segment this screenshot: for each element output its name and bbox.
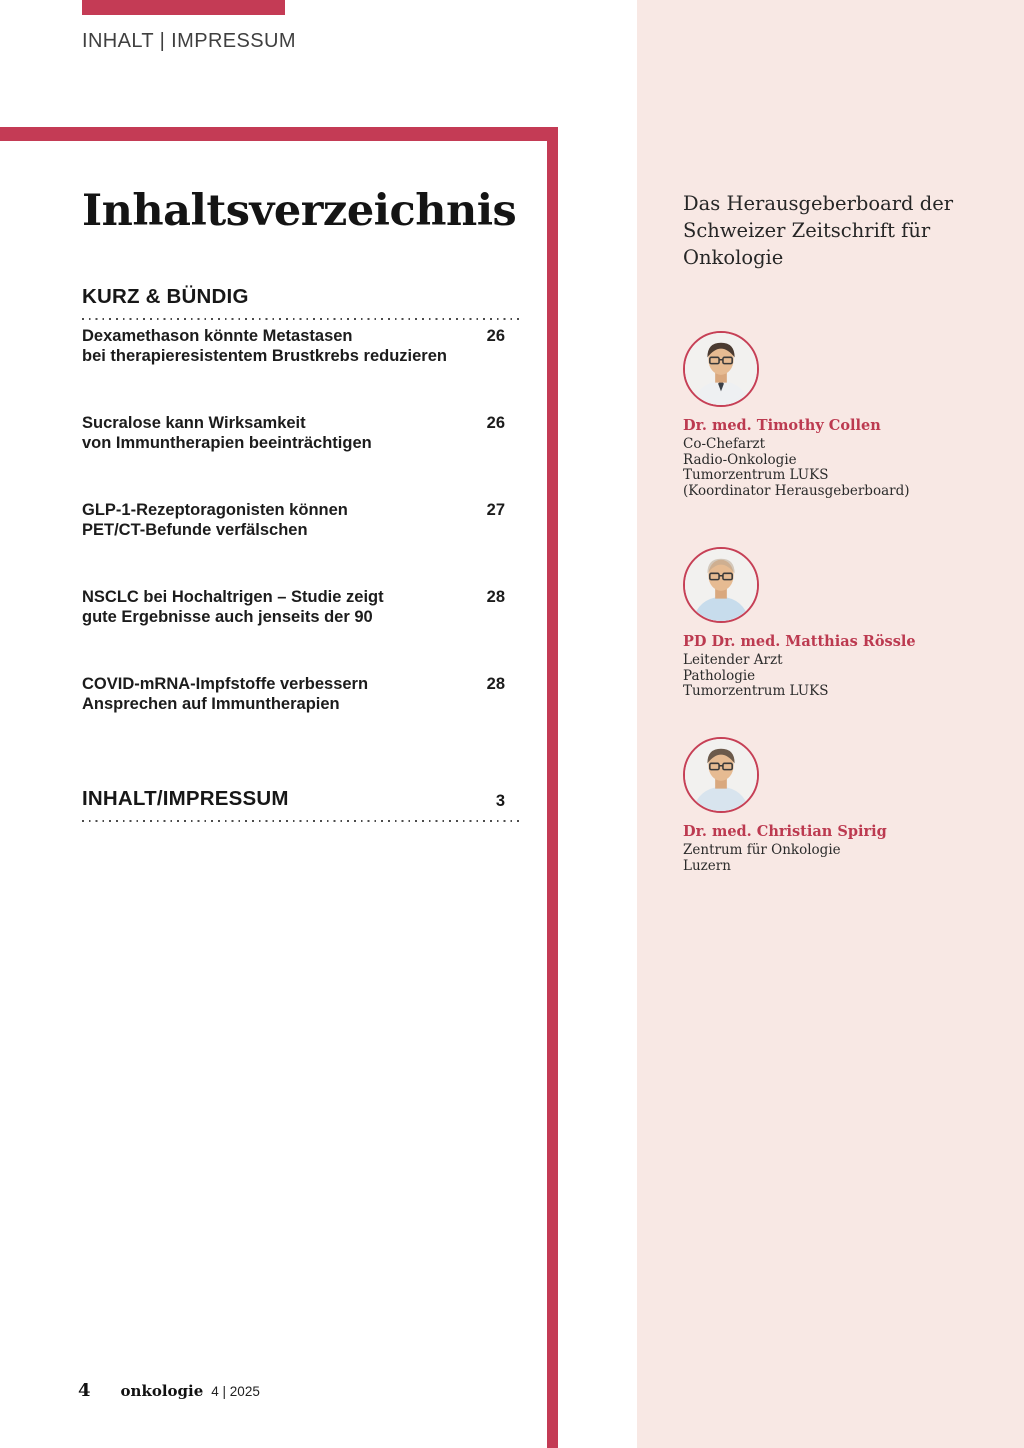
- toc-entry-title: [82, 326, 447, 366]
- toc-entry-page-number: 27: [486, 501, 505, 519]
- page-title: Inhaltsverzeichnis: [82, 186, 517, 236]
- toc-entry-title: [82, 500, 348, 540]
- toc-entry-line: bei therapieresistentem Brustkrebs reduzieren: [82, 347, 447, 365]
- portrait-person-icon: [685, 549, 757, 621]
- member-detail-line: Pathologie: [683, 667, 756, 684]
- footer-issue: 4 | 2025: [211, 1384, 260, 1399]
- member-detail-line: Leitender Arzt: [683, 652, 783, 668]
- toc-entry: [82, 413, 505, 453]
- dotted-divider: [82, 318, 520, 321]
- dotted-divider: [82, 820, 520, 823]
- toc-entry-line: gute Ergebnisse auch jenseits der 90: [82, 608, 373, 626]
- member-detail-line: Radio-Onkologie: [683, 451, 797, 468]
- board-member: [683, 737, 983, 874]
- toc-entry: [82, 326, 505, 366]
- frame-side-bar: [547, 127, 558, 1448]
- toc-entry-line: NSCLC bei Hochaltrigen – Studie zeigt: [82, 588, 384, 606]
- page-footer: [78, 1380, 260, 1401]
- toc-entry-line: PET/CT-Befunde verfälschen: [82, 521, 308, 539]
- toc-entry-title: [82, 413, 372, 453]
- toc-entry-line: von Immuntherapien beeinträchtigen: [82, 434, 372, 452]
- member-portrait-photo: [683, 331, 759, 407]
- board-member: [683, 331, 983, 499]
- toc-entry-line: Sucralose kann Wirksamkeit: [82, 414, 306, 432]
- member-detail-line: Luzern: [683, 857, 731, 874]
- section-heading: INHALT/IMPRESSUM: [82, 787, 289, 810]
- toc-entry-title: [82, 587, 384, 627]
- toc-entry-page-number: 26: [486, 414, 505, 432]
- toc-entry-page-number: 28: [486, 588, 505, 606]
- page-header-label: INHALT | IMPRESSUM: [82, 30, 296, 52]
- member-detail-line: Tumorzentrum LUKS: [683, 683, 829, 699]
- member-portrait-photo: [683, 547, 759, 623]
- portrait-person-icon: [685, 739, 757, 811]
- section-page-number: 3: [495, 792, 505, 810]
- board-member: [683, 547, 983, 700]
- toc-entry-page-number: 28: [486, 675, 505, 693]
- toc-entry: [82, 674, 505, 714]
- toc-entry-line: Ansprechen auf Immuntherapien: [82, 695, 340, 713]
- portrait-person-icon: [685, 333, 757, 405]
- footer-journal-name: onkologie: [120, 1382, 204, 1400]
- footer-page-number: 4: [78, 1380, 91, 1401]
- toc-entry-line: COVID-mRNA-Impfstoffe verbessern: [82, 675, 369, 693]
- toc-section-kurz-bundig: [82, 285, 520, 321]
- toc-entry-page-number: 26: [486, 327, 505, 345]
- member-name: Dr. med. Timothy Collen: [683, 417, 881, 434]
- toc-entry: [82, 500, 505, 540]
- member-detail-line: Tumorzentrum LUKS: [683, 467, 829, 483]
- toc-section-inhalt-impressum: [82, 787, 520, 823]
- toc-entry-line: GLP-1-Rezeptoragonisten können: [82, 501, 348, 519]
- toc-entries: [82, 326, 505, 761]
- toc-entry-title: [82, 674, 368, 714]
- toc-column: [82, 0, 520, 1448]
- member-portrait-photo: [683, 737, 759, 813]
- member-detail-line: Co-Chefarzt: [683, 436, 766, 452]
- board-title: [683, 190, 968, 271]
- editor-board-panel: [637, 0, 1024, 1448]
- member-detail-line: (Koordinator Herausgeberboard): [683, 482, 910, 499]
- member-name: PD Dr. med. Matthias Rössle: [683, 633, 916, 650]
- toc-entry: [82, 587, 505, 627]
- member-detail-line: Zentrum für Onkologie: [683, 842, 841, 858]
- board-title-line: Onkologie: [683, 246, 784, 269]
- member-name: Dr. med. Christian Spirig: [683, 823, 887, 840]
- section-heading: KURZ & BÜNDIG: [82, 285, 249, 308]
- board-title-line: Das Herausgeberboard der: [683, 192, 954, 215]
- toc-entry-line: Dexamethason könnte Metastasen: [82, 327, 353, 345]
- board-title-line: Schweizer Zeitschrift für: [683, 219, 931, 242]
